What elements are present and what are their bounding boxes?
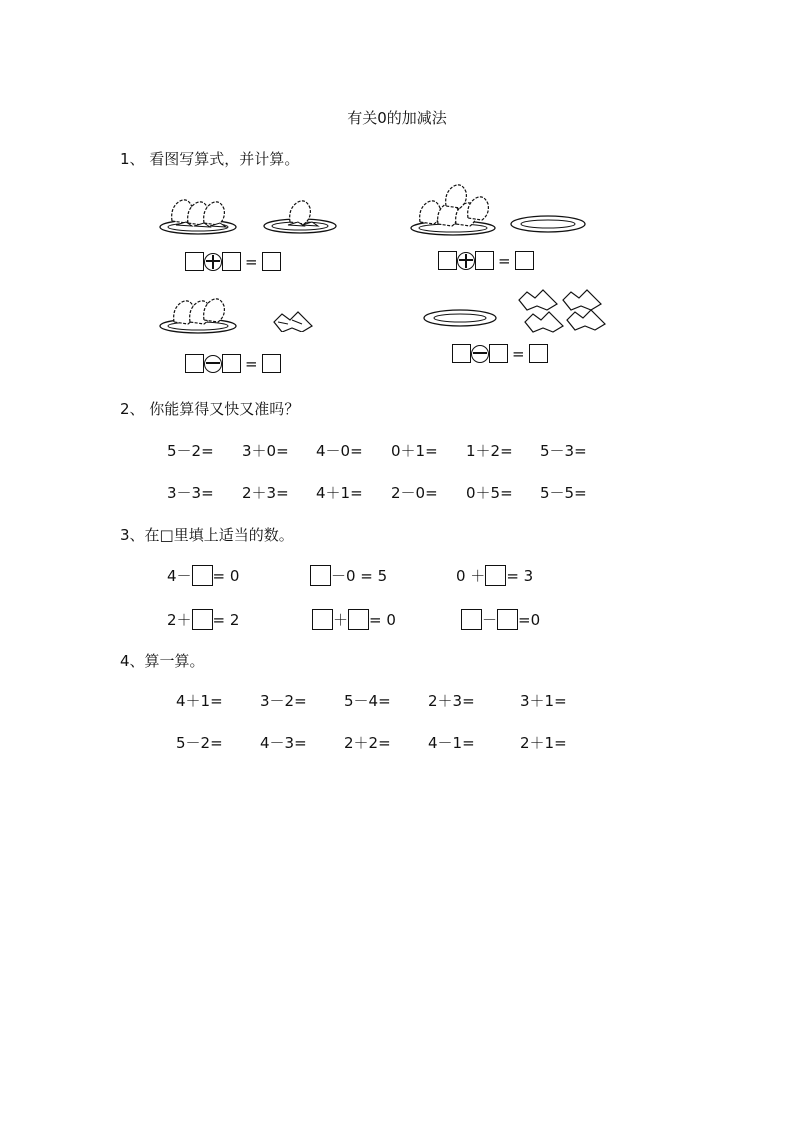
- problem: 4＋1=: [176, 692, 223, 710]
- answer-box[interactable]: [485, 565, 506, 586]
- problem: 4－0=: [316, 442, 363, 460]
- problem: 5－5=: [540, 484, 587, 502]
- fill-in-problem: － =0: [461, 609, 540, 630]
- problem: 5－2=: [167, 442, 214, 460]
- fill-in-problem: 0 ＋ = 3: [456, 566, 534, 585]
- problem: 4－1=: [428, 734, 475, 752]
- answer-box[interactable]: [348, 609, 369, 630]
- problem: 2＋3=: [428, 692, 475, 710]
- problem: 1＋2=: [466, 442, 513, 460]
- plate-with-three-peaches-picture: [158, 288, 238, 336]
- problem: 3－3=: [167, 484, 214, 502]
- answer-box[interactable]: [192, 609, 213, 630]
- problem: 0＋5=: [466, 484, 513, 502]
- answer-box[interactable]: [312, 609, 333, 630]
- problem: 0＋1=: [391, 442, 438, 460]
- answer-box[interactable]: [515, 251, 534, 270]
- section-1-heading: 1、 看图写算式，并计算。: [120, 150, 300, 168]
- problem: 4＋1=: [316, 484, 363, 502]
- plus-circle-icon: [457, 252, 475, 270]
- picture-equation-4: =: [452, 344, 548, 363]
- minus-circle-icon: [204, 355, 222, 373]
- answer-box[interactable]: [475, 251, 494, 270]
- fill-in-problem: 4－ = 0: [167, 566, 240, 585]
- fill-in-problem: －0 = 5: [310, 565, 387, 586]
- plate-with-four-peaches-picture: [408, 180, 498, 238]
- answer-box[interactable]: [438, 251, 457, 270]
- answer-box[interactable]: [222, 354, 241, 373]
- empty-plate-picture: [422, 306, 498, 330]
- answer-box[interactable]: [461, 609, 482, 630]
- leaves-group-picture: [515, 288, 613, 334]
- page-title: 有关0的加减法: [347, 109, 447, 127]
- plate-with-three-peaches-picture: [158, 185, 238, 237]
- leaves-picture: [272, 308, 314, 332]
- answer-box[interactable]: [310, 565, 331, 586]
- answer-box[interactable]: [192, 565, 213, 586]
- problem: 4－3=: [260, 734, 307, 752]
- plus-circle-icon: [204, 253, 222, 271]
- problem: 3－2=: [260, 692, 307, 710]
- problem: 5－4=: [344, 692, 391, 710]
- answer-box[interactable]: [452, 344, 471, 363]
- plate-with-one-peach-picture: [262, 190, 338, 236]
- problem: 2－0=: [391, 484, 438, 502]
- answer-box[interactable]: [262, 354, 281, 373]
- problem: 5－2=: [176, 734, 223, 752]
- problem: 3＋0=: [242, 442, 289, 460]
- problem: 5－3=: [540, 442, 587, 460]
- fill-in-problem: ＋ = 0: [312, 609, 396, 630]
- answer-box[interactable]: [497, 609, 518, 630]
- section-4-heading: 4、算一算。: [120, 652, 205, 670]
- picture-equation-1: =: [185, 252, 281, 271]
- answer-box[interactable]: [489, 344, 508, 363]
- problem: 2＋2=: [344, 734, 391, 752]
- minus-circle-icon: [471, 345, 489, 363]
- answer-box[interactable]: [185, 252, 204, 271]
- fill-in-problem: 2＋ = 2: [167, 610, 240, 629]
- answer-box[interactable]: [262, 252, 281, 271]
- problem: 2＋3=: [242, 484, 289, 502]
- problem: 3＋1=: [520, 692, 567, 710]
- section-2-heading: 2、 你能算得又快又准吗？: [120, 400, 300, 418]
- empty-plate-picture: [509, 212, 587, 236]
- picture-equation-3: =: [185, 354, 281, 373]
- answer-box[interactable]: [222, 252, 241, 271]
- answer-box[interactable]: [529, 344, 548, 363]
- answer-box[interactable]: [185, 354, 204, 373]
- picture-equation-2: =: [438, 251, 534, 270]
- problem: 2＋1=: [520, 734, 567, 752]
- section-3-heading: 3、在□里填上适当的数。: [120, 526, 294, 544]
